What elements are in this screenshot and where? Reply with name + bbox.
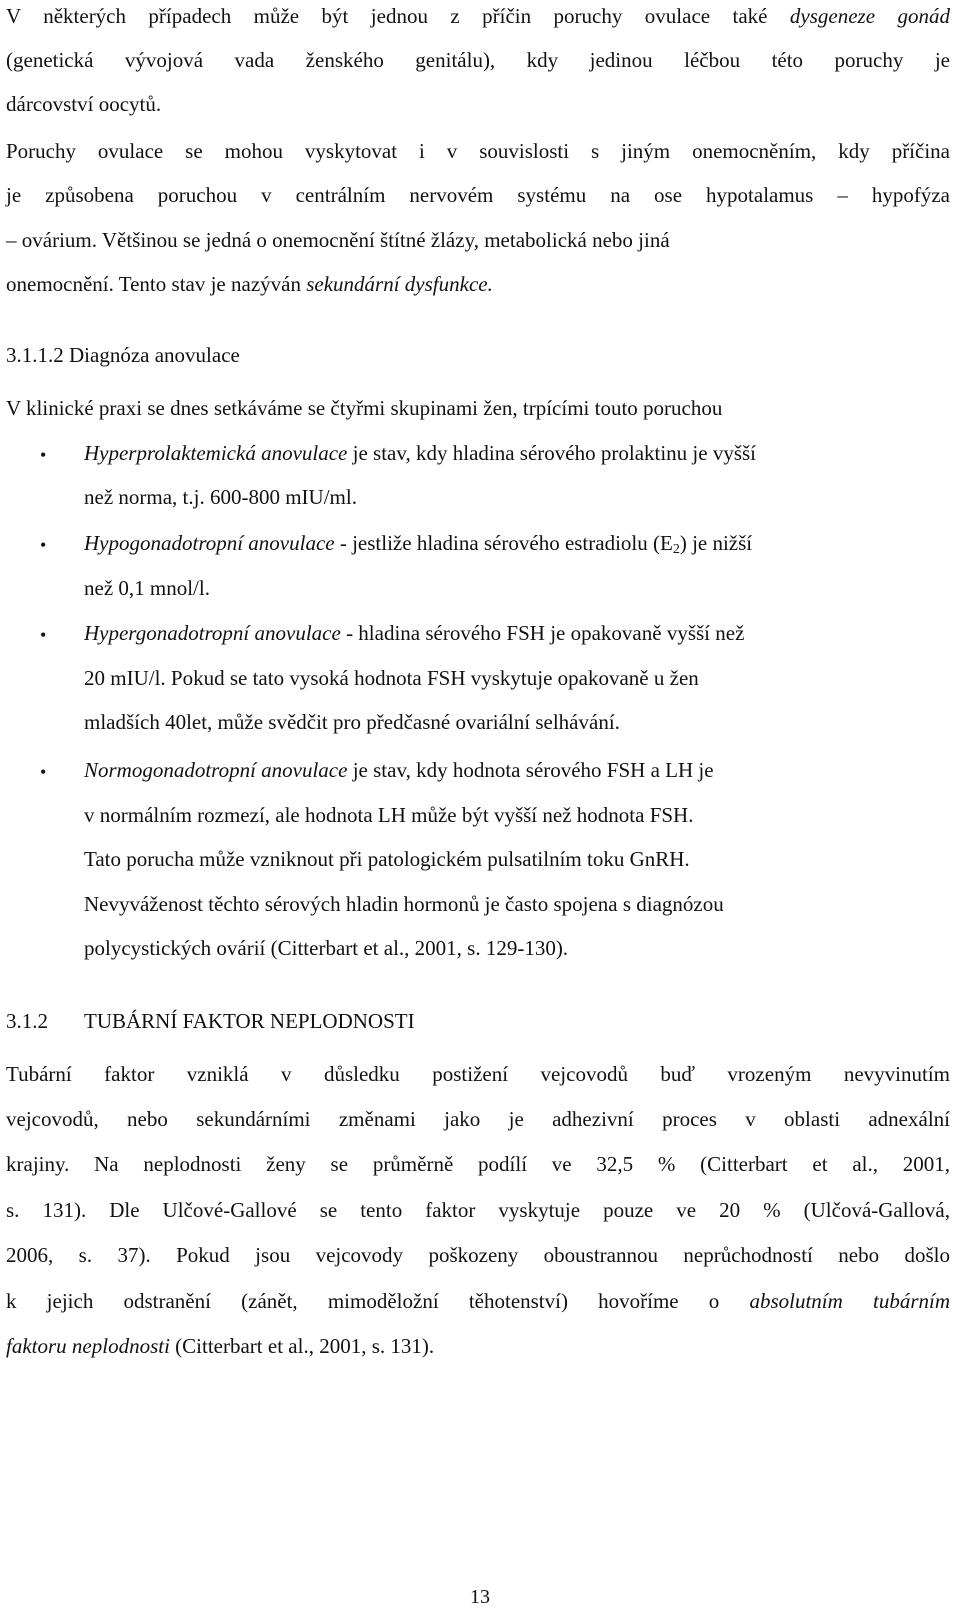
section2-line-7	[6, 1332, 950, 1360]
section2-line-6	[6, 1287, 950, 1315]
section1-intro: V klinické praxi se dnes setkáváme se čtyřmi skupinami žen, trpícími touto poruchou	[6, 396, 723, 420]
text-run: - hladina sérového FSH je opakovaně vyšší než	[340, 621, 745, 645]
bullet-icon: •	[40, 445, 47, 465]
bullet-icon: •	[40, 762, 47, 782]
italic-term: Hypergonadotropní anovulace	[84, 621, 341, 645]
para1-line-5: je způsobena poruchou v centrálním nervovém systému na ose hypotalamus – hypofýza	[6, 183, 950, 207]
text-run: V některých případech může být jednou z příčin poruchy ovulace také	[6, 4, 790, 28]
bullet4-line-5: polycystických ovárií (Citterbart et al., 2001, s. 129-130).	[84, 936, 569, 960]
bullet4-line-3: Tato porucha může vzniknout při patologickém pulsatilním toku GnRH.	[84, 847, 690, 871]
italic-term: dysgeneze gonád	[789, 4, 950, 28]
bullet2-line-2: než 0,1 mnol/l.	[84, 576, 210, 600]
italic-term: Hyperprolaktemická anovulace	[84, 441, 348, 465]
bullet4-line-2: v normálním rozmezí, ale hodnota LH může být vyšší než hodnota FSH.	[84, 803, 694, 827]
text-run: (Citterbart et al., 2001, s. 131).	[169, 1334, 435, 1358]
para1-line-6: – ovárium. Většinou se jedná o onemocnění štítné žlázy, metabolická nebo jiná	[6, 228, 670, 252]
section2-line-3: krajiny. Na neplodnosti ženy se průměrně podílí ve 32,5 % (Citterbart et al., 2001,	[6, 1152, 950, 1176]
section2-line-2: vejcovodů, nebo sekundárními změnami jako je adhezivní proces v oblasti adnexální	[6, 1107, 950, 1131]
section-title: TUBÁRNÍ FAKTOR NEPLODNOSTI	[84, 1009, 415, 1033]
italic-term: sekundární dysfunkce.	[306, 272, 493, 296]
text-run: onemocnění. Tento stav je nazýván	[6, 272, 307, 296]
bullet3-line-3: mladších 40let, může svědčit pro předčasné ovariální selhávání.	[84, 710, 620, 734]
text-run: k jejich odstranění (zánět, mimoděložní těhotenství) hovoříme o	[6, 1289, 750, 1313]
page-number: 13	[470, 1586, 490, 1608]
section-number: 3.1.2	[6, 1009, 48, 1033]
italic-term: faktoru neplodnosti	[6, 1334, 170, 1358]
section2-line-5: 2006, s. 37). Pokud jsou vejcovody poškozeny oboustrannou neprůchodností nebo došlo	[6, 1243, 950, 1267]
section2-line-4: s. 131). Dle Ulčové-Gallové se tento faktor vyskytuje pouze ve 20 % (Ulčová-Gallová,	[6, 1198, 950, 1222]
italic-term: Hypogonadotropní anovulace	[84, 531, 335, 555]
bullet1-line-1	[84, 439, 950, 467]
section-heading-tubarni	[6, 1007, 950, 1035]
bullet1-line-2: než norma, t.j. 600-800 mIU/ml.	[84, 485, 357, 509]
bullet3-line-2: 20 mIU/l. Pokud se tato vysoká hodnota FSH vyskytuje opakovaně u žen	[84, 666, 699, 690]
section-heading-diagnoza: 3.1.1.2 Diagnóza anovulace	[6, 343, 240, 367]
italic-term: absolutním tubárním	[749, 1289, 950, 1313]
text-run: - jestliže hladina sérového estradiolu (E	[334, 531, 673, 555]
para1-line-4: Poruchy ovulace se mohou vyskytovat i v souvislosti s jiným onemocněním, kdy příčina	[6, 139, 950, 163]
text-run: je stav, kdy hodnota sérového FSH a LH je	[347, 758, 714, 782]
para1-line-3: dárcovství oocytů.	[6, 92, 162, 116]
bullet4-line-4: Nevyváženost těchto sérových hladin hormonů je často spojena s diagnózou	[84, 892, 724, 916]
bullet4-line-1	[84, 756, 950, 784]
subscript: 2	[672, 542, 680, 557]
bullet2-line-1	[84, 529, 950, 564]
section2-line-1: Tubární faktor vzniklá v důsledku postižení vejcovodů buď vrozeným nevyvinutím	[6, 1062, 950, 1086]
para1-line-2: (genetická vývojová vada ženského genitálu), kdy jedinou léčbou této poruchy je	[6, 48, 950, 72]
para1-line-7	[6, 270, 950, 298]
para1-line-1	[6, 2, 950, 30]
bullet-icon: •	[40, 535, 47, 555]
text-run: ) je nižší	[679, 531, 753, 555]
bullet3-line-1	[84, 619, 950, 647]
bullet-icon: •	[40, 625, 47, 645]
text-run: je stav, kdy hladina sérového prolaktinu je vyšší	[347, 441, 757, 465]
italic-term: Normogonadotropní anovulace	[84, 758, 348, 782]
